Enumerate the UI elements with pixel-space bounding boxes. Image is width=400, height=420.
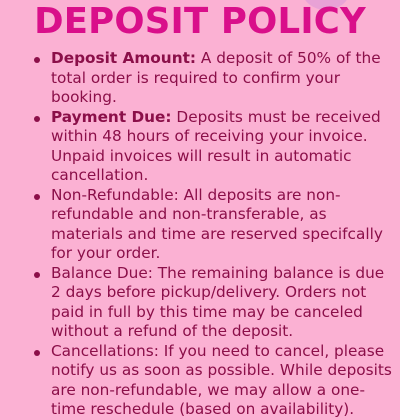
policy-text: If you need to cancel, please notify us as soon as possible. While deposits are non-refundable, we may allow a one-time reschedule (based on availability).: [51, 341, 392, 418]
policy-term: Payment Due:: [51, 107, 172, 126]
policy-term: Balance Due:: [51, 263, 153, 282]
page-title: DEPOSIT POLICY: [34, 1, 366, 42]
policy-text: Deposits must be received within 48 hours of receiving your invoice. Unpaid invoices will result in automatic cancellation.: [51, 107, 381, 184]
policy-item-non-refundable: [51, 186, 400, 264]
policy-item-cancellations: [51, 342, 400, 420]
bullet-icon: [34, 350, 40, 356]
policy-term: Deposit Amount:: [51, 49, 197, 67]
policy-item-payment-due: [51, 108, 400, 186]
bullet-icon: [34, 116, 40, 122]
policy-term: Cancellations:: [51, 341, 159, 360]
policy-term: Non-Refundable:: [51, 185, 179, 204]
bullet-icon: [34, 57, 40, 63]
bullet-icon: [34, 194, 40, 200]
policy-text: The remaining balance is due 2 days before pickup/delivery. Orders not paid in full by this time may be canceled without a refund of the deposit.: [51, 263, 385, 340]
bullet-icon: [34, 272, 40, 278]
policy-item-deposit-amount: [51, 49, 400, 108]
policy-list: [0, 49, 400, 420]
policy-item-balance-due: [51, 264, 400, 342]
policy-text: All deposits are non-refundable and non-transferable, as materials and time are reserved specifcally for your order.: [51, 185, 383, 262]
policy-text: A deposit of 50% of the total order is required to confirm your booking.: [51, 49, 381, 106]
